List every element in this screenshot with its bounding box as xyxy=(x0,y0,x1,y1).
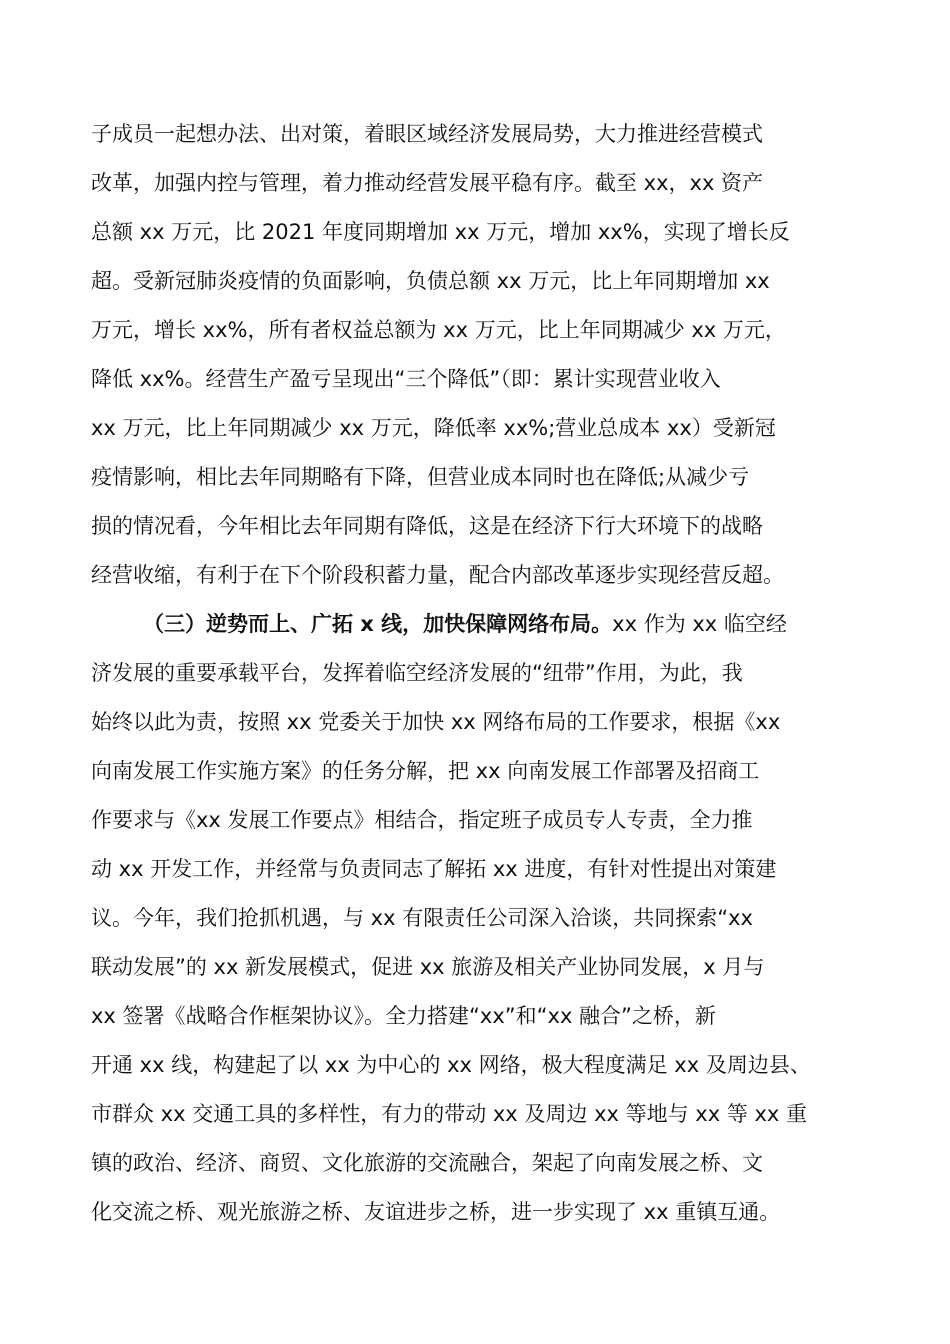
text-line: 改革，加强内控与管理，着力推动经营发展平稳有序。截至 xx，xx 资产 xyxy=(91,171,764,195)
body-text xyxy=(91,110,871,1237)
text-line: xx 万元，比上年同期减少 xx 万元，降低率 xx%;营业总成本 xx）受新冠 xyxy=(91,416,776,440)
text-line: 议。今年，我们抢抓机遇，与 xx 有限责任公司深入洽谈，共同探索“xx xyxy=(91,906,753,930)
text-line: 动 xx 开发工作，并经常与负责同志了解拓 xx 进度，有针对性提出对策建 xyxy=(91,857,777,881)
text-line: 损的情况看，今年相比去年同期有降低，这是在经济下行大环境下的战略 xyxy=(91,514,763,538)
text-line: 市群众 xx 交通工具的多样性，有力的带动 xx 及周边 xx 等地与 xx 等 xx 重 xyxy=(91,1102,808,1126)
section-heading-line xyxy=(91,600,871,649)
text-line: 济发展的重要承载平台，发挥着临空经济发展的“纽带”作用，为此，我 xyxy=(91,661,743,685)
section-heading: （三）逆势而上、广拓 x 线，加快保障网络布局。 xyxy=(143,612,613,636)
text-line: 超。受新冠肺炎疫情的负面影响，负债总额 xx 万元，比上年同期增加 xx xyxy=(91,269,770,293)
text-line: 开通 xx 线，构建起了以 xx 为中心的 xx 网络，极大程度满足 xx 及周边县、 xyxy=(91,1053,811,1077)
text-line: 作要求与《xx 发展工作要点》相结合，指定班子成员专人专责，全力推 xyxy=(91,808,753,832)
heading-line-text: xx 作为 xx 临空经 xyxy=(612,612,787,636)
text-line: 经营收缩，有利于在下个阶段积蓄力量，配合内部改革逐步实现经营反超。 xyxy=(91,563,784,587)
text-line: xx 签署《战略合作框架协议》。全力搭建“xx”和“xx 融合”之桥，新 xyxy=(91,1004,716,1028)
text-line: 化交流之桥、观光旅游之桥、友谊进步之桥，进一步实现了 xx 重镇互通。 xyxy=(91,1200,781,1224)
text-line: 联动发展”的 xx 新发展模式，促进 xx 旅游及相关产业协同发展，x 月与 xyxy=(91,955,765,979)
text-line: 降低 xx%。经营生产盈亏呈现出“三个降低”（即：累计实现营业收入 xyxy=(91,367,721,391)
text-line: 子成员一起想办法、出对策，着眼区域经济发展局势，大力推进经营模式 xyxy=(91,122,763,146)
text-line: 总额 xx 万元，比 2021 年度同期增加 xx 万元，增加 xx%，实现了增长反 xyxy=(91,220,790,244)
text-line: 向南发展工作实施方案》的任务分解，把 xx 向南发展工作部署及招商工 xyxy=(91,759,760,783)
text-line: 万元，增长 xx%，所有者权益总额为 xx 万元，比上年同期减少 xx 万元， xyxy=(91,318,786,342)
text-line: 始终以此为责，按照 xx 党委关于加快 xx 网络布局的工作要求，根据《xx xyxy=(91,710,781,734)
text-line: 镇的政治、经济、商贸、文化旅游的交流融合，架起了向南发展之桥、文 xyxy=(91,1151,763,1175)
text-line: 疫情影响，相比去年同期略有下降，但营业成本同时也在降低;从减少亏 xyxy=(91,465,750,489)
